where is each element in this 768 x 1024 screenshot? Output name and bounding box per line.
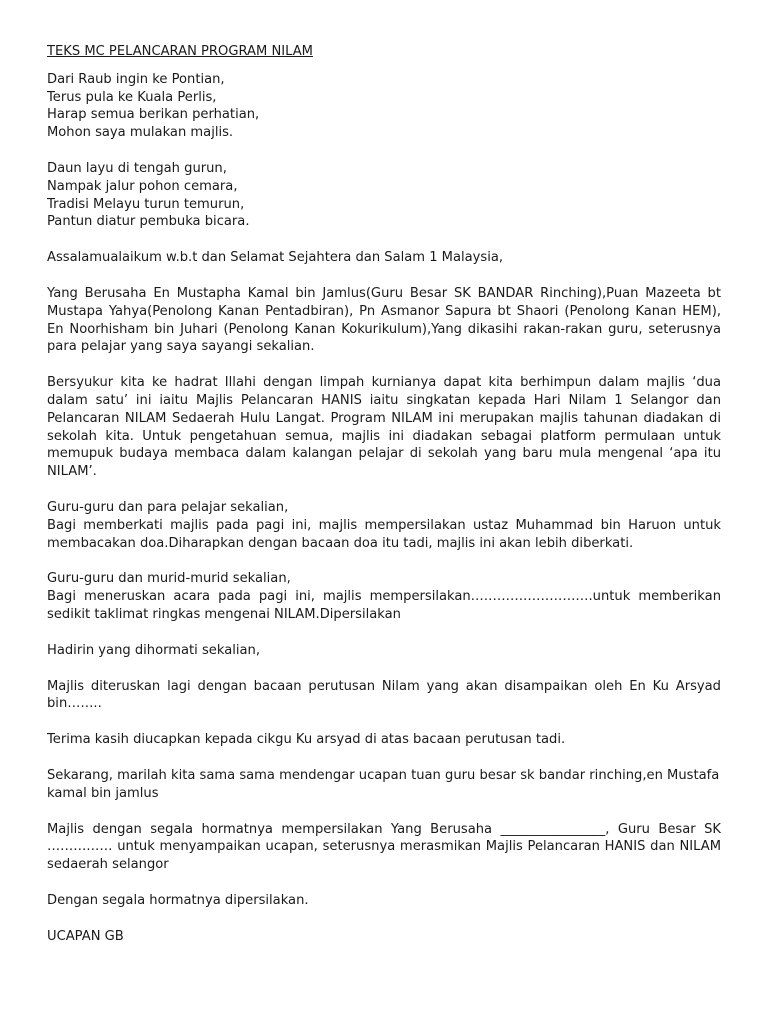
pantun-line: Tradisi Melayu turun temurun, [47, 196, 245, 212]
perutusan-paragraph: Majlis diteruskan lagi dengan bacaan perutusan Nilam yang akan disampaikan oleh En Ku Arsyad bin…….. [47, 678, 721, 712]
pantun-opening [47, 71, 721, 142]
taklimat-lead: Guru-guru dan murid-murid sekalian, [47, 571, 291, 587]
taklimat-section [47, 570, 721, 623]
taklimat-body: Bagi meneruskan acara pada pagi ini, majlis mempersilakan……………………….untuk memberikan sedikit taklimat ringkas mengenai NILAM.Dipersilakan [47, 589, 721, 622]
pantun-line: Mohon saya mulakan majlis. [47, 125, 234, 141]
pantun-line: Terus pula ke Kuala Perlis, [47, 89, 217, 105]
salutation-paragraph: Yang Berusaha En Mustapha Kamal bin Jamlus(Guru Besar SK BANDAR Rinching),Puan Mazeeta bt Mustapa Yahya(Penolong Kanan Pentadbiran), Pn Asmanor Sapura bt Shaori (Penolong Kanan HEM), En Noorhisham bin Juhari (Penolong Kanan Kokurikulum),Yang dikasihi rakan-rakan guru, seterusnya para pelajar yang saya sayangi sekalian. [47, 285, 721, 355]
intro-paragraph: Bersyukur kita ke hadrat Illahi dengan limpah kurnianya dapat kita berhimpun dalam majlis ‘dua dalam satu’ ini iaitu Majlis Pelancaran HANIS iaitu singkatan kepada Hari Nilam 1 Selangor dan Pelancaran NILAM Sedaerah Hulu Langat. Program NILAM ini merupakan majlis tahunan diadakan di sekolah kita. Untuk pengetahuan semua, majlis ini diadakan sebagai platform permulaan untuk memupuk budaya membaca dalam kalangan pelajar di sekolah yang baru mula mengenal ‘apa itu NILAM’. [47, 375, 721, 480]
terima-kasih-paragraph: Terima kasih diucapkan kepada cikgu Ku arsyad di atas bacaan perutusan tadi. [47, 732, 566, 748]
pantun-line: Daun layu di tengah gurun, [47, 160, 227, 176]
doa-body: Bagi memberkati majlis pada pagi ini, majlis mempersilakan ustaz Muhammad bin Haruon untuk membacakan doa.Diharapkan dengan bacaan doa itu tadi, majlis ini akan lebih diberkati. [47, 517, 721, 551]
document-title: TEKS MC PELANCARAN PROGRAM NILAM [47, 44, 313, 59]
pantun-line: Harap semua berikan perhatian, [47, 107, 260, 123]
penutup-paragraph: Dengan segala hormatnya dipersilakan. [47, 892, 309, 908]
doa-section [47, 499, 721, 552]
document-page [47, 43, 721, 945]
perasmian-paragraph: Majlis dengan segala hormatnya mempersilakan Yang Berusaha ________________, Guru Besar SK …………… untuk menyampaikan ucapan, seterusnya merasmikan Majlis Pelancaran HANIS dan NILAM sedaerah selangor [47, 821, 721, 873]
hadirin-paragraph: Hadirin yang dihormati sekalian, [47, 642, 260, 658]
pantun-second [47, 160, 721, 231]
pantun-line: Nampak jalur pohon cemara, [47, 178, 238, 194]
pantun-line: Pantun diatur pembuka bicara. [47, 214, 250, 230]
pantun-line: Dari Raub ingin ke Pontian, [47, 71, 225, 87]
ucapan-gb-paragraph: Sekarang, marilah kita sama sama mendengar ucapan tuan guru besar sk bandar rinching,en Mustafa kamal bin jamlus [47, 767, 720, 801]
footer-heading: UCAPAN GB [47, 928, 124, 944]
doa-lead: Guru-guru dan para pelajar sekalian, [47, 499, 289, 515]
greeting-paragraph: Assalamualaikum w.b.t dan Selamat Sejahtera dan Salam 1 Malaysia, [47, 250, 504, 266]
